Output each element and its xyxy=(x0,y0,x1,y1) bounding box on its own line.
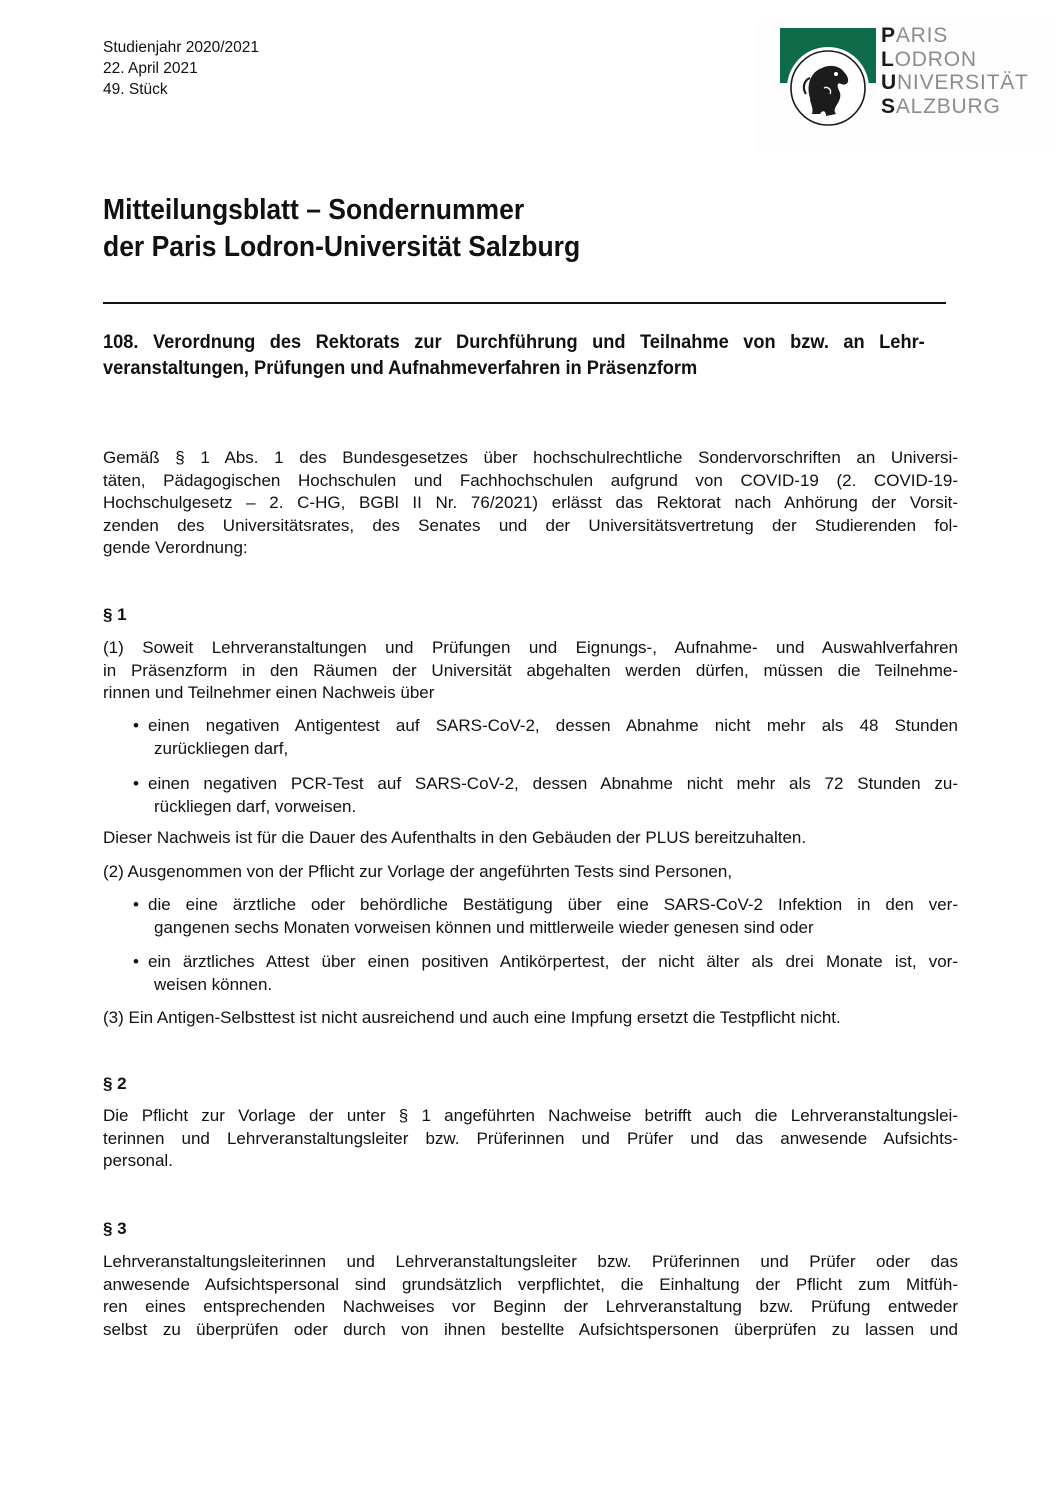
university-logo xyxy=(756,22,1056,152)
section-1-paragraph-2: (2) Ausgenommen von der Pflicht zur Vorlage der angeführten Tests sind Personen, xyxy=(103,862,733,881)
section-heading: § 3 xyxy=(103,1219,127,1238)
section-2-paragraph xyxy=(103,1105,958,1173)
paragraph-line: in Präsenzform in den Räumen der Universität abgehalten werden dürfen, müssen die Teilnehme- xyxy=(103,660,958,680)
heading-line: veranstaltungen, Prüfungen und Aufnahmeverfahren in Präsenzform xyxy=(103,358,698,379)
wordmark-initial: P xyxy=(881,24,896,47)
bullet-icon: • xyxy=(133,774,139,793)
list-item-line: einen negativen Antigentest auf SARS-CoV-2, dessen Abnahme nicht mehr als 48 Stunden xyxy=(148,716,958,735)
list-item-line: zurückliegen darf, xyxy=(154,738,289,758)
list-item xyxy=(133,715,958,760)
paragraph-line: Die Pflicht zur Vorlage der unter § 1 angeführten Nachweise betrifft auch die Lehrveranstaltungslei- xyxy=(103,1106,958,1125)
list-item-line: einen negativen PCR-Test auf SARS-CoV-2, dessen Abnahme nicht mehr als 72 Stunden zu- xyxy=(148,774,958,793)
section-1-paragraph-1 xyxy=(103,637,958,705)
document-title xyxy=(103,192,580,266)
bullet-icon: • xyxy=(133,716,139,735)
wordmark-rest: ALZBURG xyxy=(895,94,1001,118)
preamble-line: gende Verordnung: xyxy=(103,538,248,557)
issue-date: 22. April 2021 xyxy=(103,60,198,77)
list-item xyxy=(133,951,958,996)
paragraph-line: rinnen und Teilnehmer einen Nachweis über xyxy=(103,683,435,702)
title-divider xyxy=(103,302,946,304)
wordmark-rest: NIVERSITÄT xyxy=(896,71,1029,94)
wordmark-initial: L xyxy=(881,47,895,71)
section-heading: § 2 xyxy=(103,1074,127,1093)
title-line: der Paris Lodron-Universität Salzburg xyxy=(103,231,581,263)
paragraph-line: ren eines entsprechenden Nachweises vor Beginn der Lehrveranstaltung bzw. Prüfung entweder xyxy=(103,1297,958,1316)
bullet-icon: • xyxy=(133,952,139,971)
paragraph-line: (1) Soweit Lehrveranstaltungen und Prüfungen und Eignungs-, Aufnahme- und Auswahlverfahren xyxy=(103,638,958,657)
list-item xyxy=(133,894,958,939)
paragraph-line: terinnen und Lehrveranstaltungsleiter bzw. Prüferinnen und Prüfer und das anwesende Aufsichts- xyxy=(103,1128,958,1148)
proof-requirement-note: Dieser Nachweis ist für die Dauer des Aufenthalts in den Gebäuden der PLUS bereitzuhalten. xyxy=(103,828,807,847)
preamble-line: zenden des Universitätsrates, des Senates und der Universitätsvertretung der Studierenden fol- xyxy=(103,515,958,535)
heading-line: 108. Verordnung des Rektorats zur Durchführung und Teilnahme von bzw. an Lehr- xyxy=(103,332,925,353)
paragraph-line: selbst zu überprüfen oder durch von ihnen bestellte Aufsichtspersonen überprüfen zu lassen und xyxy=(103,1319,958,1339)
wordmark-initial: S xyxy=(881,94,896,118)
issue-meta xyxy=(103,37,259,100)
title-line: Mitteilungsblatt – Sondernummer xyxy=(103,194,525,226)
preamble-line: Hochschulgesetz – 2. C-HG, BGBl II Nr. 76/2021) erlässt das Rektorat nach Anhörung der Vorsit- xyxy=(103,493,958,512)
list-item-line: weisen können. xyxy=(154,974,273,994)
list-item-line: gangenen sechs Monaten vorweisen können und mittlerweile wieder genesen sind oder xyxy=(154,917,814,937)
list-item-line: ein ärztliches Attest über einen positiven Antikörpertest, der nicht älter als drei Monate ist, vor- xyxy=(148,952,958,971)
issue-number: 49. Stück xyxy=(103,81,168,98)
section-1-paragraph-3: (3) Ein Antigen-Selbsttest ist nicht ausreichend und auch eine Impfung ersetzt die Testpflicht nicht. xyxy=(103,1008,841,1027)
preamble xyxy=(103,447,958,560)
section-heading: § 1 xyxy=(103,605,127,624)
preamble-line: Gemäß § 1 Abs. 1 des Bundesgesetzes über hochschulrechtliche Sondervorschriften an Universi- xyxy=(103,448,958,467)
list-item-line: rückliegen darf, vorweisen. xyxy=(154,796,357,816)
wordmark-initial: U xyxy=(881,71,897,94)
paragraph-line: anwesende Aufsichtspersonal sind grundsätzlich verpflichtet, die Einhaltung der Pflicht zum Mitfüh- xyxy=(103,1274,958,1294)
wordmark-rest: ODRON xyxy=(894,47,977,71)
university-wordmark xyxy=(881,24,1029,118)
section-3-paragraph xyxy=(103,1251,958,1341)
preamble-line: täten, Pädagogischen Hochschulen und Fachhochschulen aufgrund von COVID-19 (2. COVID-19- xyxy=(103,470,958,490)
lion-seal-icon xyxy=(780,28,876,128)
paragraph-line: Lehrveranstaltungsleiterinnen und Lehrveranstaltungsleiter bzw. Prüferinnen und Prüfer oder das xyxy=(103,1252,958,1271)
academic-year: Studienjahr 2020/2021 xyxy=(103,39,259,56)
wordmark-rest: ARIS xyxy=(895,24,949,47)
bullet-icon: • xyxy=(133,895,139,914)
paragraph-line: personal. xyxy=(103,1151,173,1170)
list-item xyxy=(133,773,958,818)
list-item-line: die eine ärztliche oder behördliche Bestätigung über eine SARS-CoV-2 Infektion in den ver- xyxy=(148,895,958,914)
regulation-heading xyxy=(103,330,925,382)
